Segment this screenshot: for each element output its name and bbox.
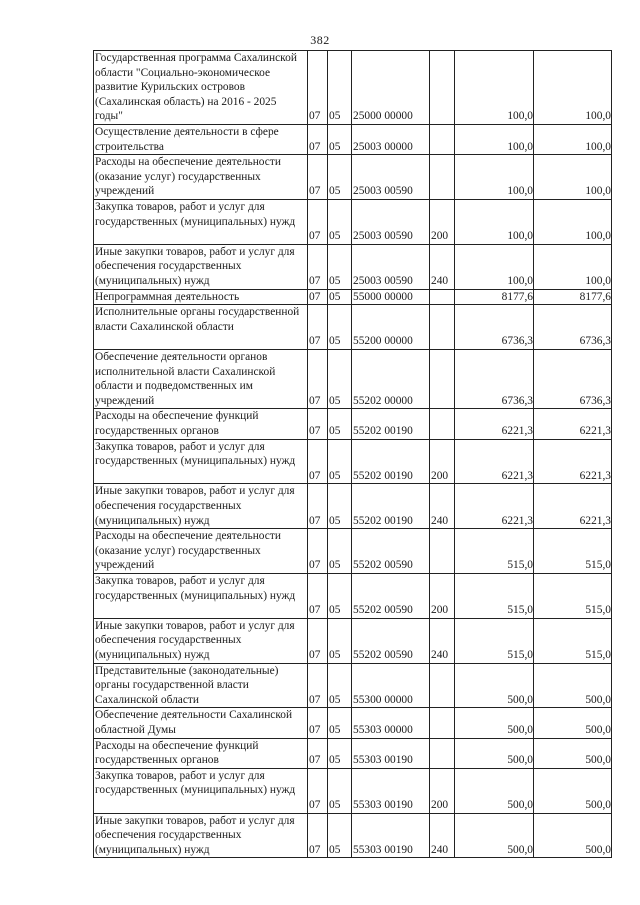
amount-text: 8177,6 <box>579 290 611 303</box>
amount-text: 100,0 <box>585 230 611 243</box>
table-row <box>94 125 612 155</box>
expense-name-cell <box>94 529 308 574</box>
expense-type-text: 240 <box>431 514 449 527</box>
expense-type-cell <box>430 708 455 738</box>
amount-text: 100,0 <box>585 185 611 198</box>
expense-type-cell <box>430 349 455 408</box>
amount-text: 6221,3 <box>579 424 611 437</box>
amount-text: 6221,3 <box>501 424 533 437</box>
amount-cell <box>534 409 612 439</box>
target-article-cell <box>352 349 430 408</box>
target-article-cell <box>352 573 430 618</box>
expense-type-text: 200 <box>431 230 449 243</box>
section-code-cell <box>308 439 328 484</box>
section-code-cell <box>308 768 328 813</box>
subsection-code-text: 05 <box>329 469 341 482</box>
subsection-code-text: 05 <box>329 648 341 661</box>
section-code-cell <box>308 529 328 574</box>
expense-name-cell <box>94 125 308 155</box>
amount-text: 500,0 <box>507 693 533 706</box>
section-code-cell <box>308 349 328 408</box>
expense-name-cell <box>94 573 308 618</box>
amount-text: 100,0 <box>507 140 533 153</box>
amount-text: 6736,3 <box>501 394 533 407</box>
expense-type-text: 200 <box>431 604 449 617</box>
amount-cell <box>534 349 612 408</box>
table-row <box>94 289 612 305</box>
expense-name-text: Закупка товаров, работ и услуг для государственных (муниципальных) нужд <box>95 574 296 602</box>
subsection-code-cell <box>328 663 352 708</box>
section-code-cell <box>308 738 328 768</box>
target-article-text: 55303 00190 <box>353 843 413 856</box>
amount-cell <box>534 289 612 305</box>
table-row <box>94 738 612 768</box>
target-article-cell <box>352 289 430 305</box>
subsection-code-text: 05 <box>329 110 341 123</box>
subsection-code-text: 05 <box>329 424 341 437</box>
amount-text: 6221,3 <box>579 469 611 482</box>
subsection-code-cell <box>328 349 352 408</box>
amount-cell <box>534 738 612 768</box>
amount-text: 500,0 <box>585 754 611 767</box>
amount-cell <box>455 349 534 408</box>
section-code-text: 07 <box>309 110 321 123</box>
target-article-cell <box>352 409 430 439</box>
amount-text: 500,0 <box>507 723 533 736</box>
expense-name-text: Закупка товаров, работ и услуг для государственных (муниципальных) нужд <box>95 200 296 228</box>
section-code-text: 07 <box>309 274 321 287</box>
expense-name-cell <box>94 738 308 768</box>
amount-text: 100,0 <box>507 110 533 123</box>
amount-cell <box>455 484 534 529</box>
amount-text: 515,0 <box>507 648 533 661</box>
amount-text: 515,0 <box>585 604 611 617</box>
table-row <box>94 51 612 125</box>
subsection-code-text: 05 <box>329 290 341 303</box>
subsection-code-text: 05 <box>329 394 341 407</box>
budget-table <box>93 50 612 858</box>
subsection-code-cell <box>328 484 352 529</box>
expense-type-cell <box>430 199 455 244</box>
section-code-text: 07 <box>309 798 321 811</box>
amount-cell <box>534 768 612 813</box>
expense-name-cell <box>94 708 308 738</box>
table-row <box>94 305 612 350</box>
section-code-text: 07 <box>309 469 321 482</box>
subsection-code-text: 05 <box>329 723 341 736</box>
amount-cell <box>534 439 612 484</box>
table-row <box>94 199 612 244</box>
section-code-text: 07 <box>309 290 321 303</box>
amount-cell <box>455 439 534 484</box>
expense-name-cell <box>94 618 308 663</box>
expense-name-cell <box>94 305 308 350</box>
expense-type-cell <box>430 51 455 125</box>
section-code-text: 07 <box>309 754 321 767</box>
expense-name-cell <box>94 813 308 858</box>
amount-text: 500,0 <box>585 723 611 736</box>
amount-text: 100,0 <box>585 110 611 123</box>
target-article-text: 55202 00190 <box>353 514 413 527</box>
target-article-text: 25003 00590 <box>353 230 413 243</box>
budget-table-body <box>94 51 612 858</box>
page-number: 382 <box>310 33 330 47</box>
target-article-cell <box>352 813 430 858</box>
target-article-cell <box>352 51 430 125</box>
section-code-text: 07 <box>309 335 321 348</box>
section-code-cell <box>308 125 328 155</box>
expense-type-text: 200 <box>431 798 449 811</box>
target-article-text: 55202 00190 <box>353 424 413 437</box>
subsection-code-cell <box>328 573 352 618</box>
table-row <box>94 439 612 484</box>
subsection-code-text: 05 <box>329 604 341 617</box>
amount-text: 6736,3 <box>579 335 611 348</box>
amount-text: 500,0 <box>507 754 533 767</box>
expense-type-cell <box>430 768 455 813</box>
target-article-cell <box>352 125 430 155</box>
section-code-text: 07 <box>309 648 321 661</box>
target-article-cell <box>352 244 430 289</box>
amount-text: 500,0 <box>585 798 611 811</box>
subsection-code-cell <box>328 529 352 574</box>
target-article-text: 55202 00590 <box>353 559 413 572</box>
target-article-cell <box>352 439 430 484</box>
subsection-code-cell <box>328 125 352 155</box>
subsection-code-text: 05 <box>329 274 341 287</box>
amount-cell <box>534 618 612 663</box>
amount-cell <box>455 289 534 305</box>
amount-text: 6221,3 <box>579 514 611 527</box>
expense-name-text: Обеспечение деятельности органов исполнительной власти Сахалинской области и подведомственных им учреждений <box>95 350 276 407</box>
table-row <box>94 813 612 858</box>
section-code-text: 07 <box>309 514 321 527</box>
subsection-code-text: 05 <box>329 514 341 527</box>
subsection-code-cell <box>328 244 352 289</box>
subsection-code-cell <box>328 708 352 738</box>
expense-type-cell <box>430 289 455 305</box>
section-code-cell <box>308 484 328 529</box>
subsection-code-text: 05 <box>329 335 341 348</box>
target-article-text: 25003 00590 <box>353 274 413 287</box>
subsection-code-cell <box>328 51 352 125</box>
amount-cell <box>534 813 612 858</box>
amount-text: 8177,6 <box>501 290 533 303</box>
subsection-code-cell <box>328 155 352 200</box>
section-code-text: 07 <box>309 604 321 617</box>
target-article-cell <box>352 738 430 768</box>
expense-type-cell <box>430 618 455 663</box>
table-row <box>94 618 612 663</box>
target-article-text: 25003 00000 <box>353 140 413 153</box>
expense-name-cell <box>94 409 308 439</box>
section-code-text: 07 <box>309 843 321 856</box>
amount-cell <box>534 484 612 529</box>
amount-text: 6221,3 <box>501 469 533 482</box>
amount-text: 100,0 <box>585 274 611 287</box>
amount-text: 515,0 <box>507 604 533 617</box>
expense-name-cell <box>94 289 308 305</box>
section-code-cell <box>308 289 328 305</box>
expense-name-cell <box>94 155 308 200</box>
amount-cell <box>534 199 612 244</box>
expense-name-text: Расходы на обеспечение функций государственных органов <box>95 410 259 437</box>
expense-type-text: 240 <box>431 274 449 287</box>
section-code-cell <box>308 813 328 858</box>
expense-type-cell <box>430 439 455 484</box>
section-code-cell <box>308 305 328 350</box>
amount-cell <box>455 529 534 574</box>
amount-cell <box>455 244 534 289</box>
amount-text: 500,0 <box>507 843 533 856</box>
expense-name-cell <box>94 349 308 408</box>
section-code-text: 07 <box>309 559 321 572</box>
expense-name-text: Закупка товаров, работ и услуг для государственных (муниципальных) нужд <box>95 440 296 468</box>
subsection-code-cell <box>328 305 352 350</box>
amount-text: 100,0 <box>507 274 533 287</box>
section-code-cell <box>308 199 328 244</box>
expense-name-text: Обеспечение деятельности Сахалинской областной Думы <box>95 709 293 736</box>
table-row <box>94 244 612 289</box>
section-code-cell <box>308 244 328 289</box>
expense-type-cell <box>430 663 455 708</box>
expense-name-text: Иные закупки товаров, работ и услуг для обеспечения государственных (муниципальных) нужд <box>95 814 295 856</box>
subsection-code-text: 05 <box>329 140 341 153</box>
amount-cell <box>455 155 534 200</box>
amount-cell <box>455 573 534 618</box>
expense-type-cell <box>430 409 455 439</box>
expense-type-cell <box>430 573 455 618</box>
amount-text: 515,0 <box>585 559 611 572</box>
amount-cell <box>534 573 612 618</box>
amount-text: 6221,3 <box>501 514 533 527</box>
expense-name-text: Исполнительные органы государственной власти Сахалинской области <box>95 306 300 333</box>
amount-text: 100,0 <box>585 140 611 153</box>
target-article-text: 55202 00590 <box>353 648 413 661</box>
target-article-cell <box>352 199 430 244</box>
subsection-code-cell <box>328 439 352 484</box>
table-row <box>94 573 612 618</box>
section-code-cell <box>308 573 328 618</box>
expense-name-cell <box>94 439 308 484</box>
table-row <box>94 529 612 574</box>
amount-text: 6736,3 <box>501 335 533 348</box>
target-article-text: 55303 00190 <box>353 754 413 767</box>
expense-type-text: 240 <box>431 843 449 856</box>
section-code-cell <box>308 618 328 663</box>
expense-name-cell <box>94 51 308 125</box>
expense-type-cell <box>430 484 455 529</box>
section-code-text: 07 <box>309 693 321 706</box>
table-row <box>94 349 612 408</box>
target-article-text: 25000 00000 <box>353 110 413 123</box>
target-article-text: 55202 00190 <box>353 469 413 482</box>
section-code-cell <box>308 51 328 125</box>
expense-name-text: Расходы на обеспечение функций государственных органов <box>95 739 259 767</box>
expense-name-text: Расходы на обеспечение деятельности (оказание услуг) государственных учреждений <box>95 530 281 572</box>
expense-name-text: Представительные (законодательные) органы государственной власти Сахалинской области <box>95 664 279 706</box>
subsection-code-text: 05 <box>329 843 341 856</box>
expense-type-cell <box>430 305 455 350</box>
subsection-code-cell <box>328 618 352 663</box>
expense-name-text: Непрограммная деятельность <box>95 290 240 303</box>
subsection-code-text: 05 <box>329 693 341 706</box>
expense-type-cell <box>430 244 455 289</box>
table-row <box>94 663 612 708</box>
target-article-text: 55303 00190 <box>353 798 413 811</box>
subsection-code-cell <box>328 409 352 439</box>
subsection-code-text: 05 <box>329 185 341 198</box>
section-code-text: 07 <box>309 185 321 198</box>
expense-type-cell <box>430 813 455 858</box>
section-code-text: 07 <box>309 394 321 407</box>
section-code-text: 07 <box>309 230 321 243</box>
expense-name-text: Осуществление деятельности в сфере строительства <box>95 126 279 153</box>
section-code-text: 07 <box>309 424 321 437</box>
amount-cell <box>455 305 534 350</box>
amount-cell <box>534 51 612 125</box>
target-article-cell <box>352 708 430 738</box>
amount-text: 100,0 <box>507 230 533 243</box>
amount-cell <box>455 768 534 813</box>
target-article-cell <box>352 768 430 813</box>
subsection-code-cell <box>328 738 352 768</box>
section-code-text: 07 <box>309 140 321 153</box>
expense-type-cell <box>430 738 455 768</box>
amount-cell <box>455 125 534 155</box>
amount-text: 500,0 <box>585 693 611 706</box>
subsection-code-text: 05 <box>329 754 341 767</box>
expense-name-text: Государственная программа Сахалинской области "Социально-экономическое развитие Курильских островов (Сахалинская область) на 2016 - 2025 годы" <box>95 52 297 123</box>
expense-name-text: Иные закупки товаров, работ и услуг для обеспечения государственных (муниципальных) нужд <box>95 245 295 287</box>
amount-cell <box>534 305 612 350</box>
section-code-text: 07 <box>309 723 321 736</box>
target-article-cell <box>352 618 430 663</box>
expense-name-cell <box>94 244 308 289</box>
section-code-cell <box>308 708 328 738</box>
amount-cell <box>455 708 534 738</box>
subsection-code-text: 05 <box>329 230 341 243</box>
amount-cell <box>455 738 534 768</box>
expense-name-text: Закупка товаров, работ и услуг для государственных (муниципальных) нужд <box>95 769 296 797</box>
amount-cell <box>455 618 534 663</box>
expense-type-cell <box>430 125 455 155</box>
expense-name-cell <box>94 199 308 244</box>
target-article-cell <box>352 663 430 708</box>
target-article-cell <box>352 155 430 200</box>
amount-cell <box>455 51 534 125</box>
target-article-text: 55000 00000 <box>353 290 413 303</box>
expense-name-cell <box>94 663 308 708</box>
amount-text: 6736,3 <box>579 394 611 407</box>
target-article-cell <box>352 484 430 529</box>
expense-name-text: Иные закупки товаров, работ и услуг для обеспечения государственных (муниципальных) нужд <box>95 619 295 661</box>
target-article-cell <box>352 529 430 574</box>
amount-cell <box>455 813 534 858</box>
amount-text: 515,0 <box>585 648 611 661</box>
table-row <box>94 768 612 813</box>
subsection-code-cell <box>328 768 352 813</box>
expense-type-cell <box>430 529 455 574</box>
amount-cell <box>534 125 612 155</box>
amount-cell <box>534 155 612 200</box>
subsection-code-cell <box>328 199 352 244</box>
section-code-cell <box>308 663 328 708</box>
amount-cell <box>534 529 612 574</box>
amount-text: 500,0 <box>585 843 611 856</box>
expense-type-cell <box>430 155 455 200</box>
amount-cell <box>455 199 534 244</box>
amount-cell <box>455 409 534 439</box>
target-article-cell <box>352 305 430 350</box>
amount-text: 515,0 <box>507 559 533 572</box>
target-article-text: 55303 00000 <box>353 723 413 736</box>
table-row <box>94 484 612 529</box>
expense-name-text: Расходы на обеспечение деятельности (оказание услуг) государственных учреждений <box>95 156 281 198</box>
table-row <box>94 409 612 439</box>
expense-type-text: 200 <box>431 469 449 482</box>
expense-name-cell <box>94 484 308 529</box>
target-article-text: 55300 00000 <box>353 693 413 706</box>
subsection-code-text: 05 <box>329 798 341 811</box>
target-article-text: 25003 00590 <box>353 185 413 198</box>
amount-text: 100,0 <box>507 185 533 198</box>
amount-cell <box>534 708 612 738</box>
table-row <box>94 708 612 738</box>
section-code-cell <box>308 409 328 439</box>
section-code-cell <box>308 155 328 200</box>
amount-cell <box>534 244 612 289</box>
subsection-code-text: 05 <box>329 559 341 572</box>
target-article-text: 55200 00000 <box>353 335 413 348</box>
target-article-text: 55202 00590 <box>353 604 413 617</box>
expense-name-text: Иные закупки товаров, работ и услуг для обеспечения государственных (муниципальных) нужд <box>95 485 295 527</box>
expense-name-cell <box>94 768 308 813</box>
subsection-code-cell <box>328 289 352 305</box>
subsection-code-cell <box>328 813 352 858</box>
target-article-text: 55202 00000 <box>353 394 413 407</box>
amount-text: 500,0 <box>507 798 533 811</box>
expense-type-text: 240 <box>431 648 449 661</box>
amount-cell <box>534 663 612 708</box>
amount-cell <box>455 663 534 708</box>
table-row <box>94 155 612 200</box>
